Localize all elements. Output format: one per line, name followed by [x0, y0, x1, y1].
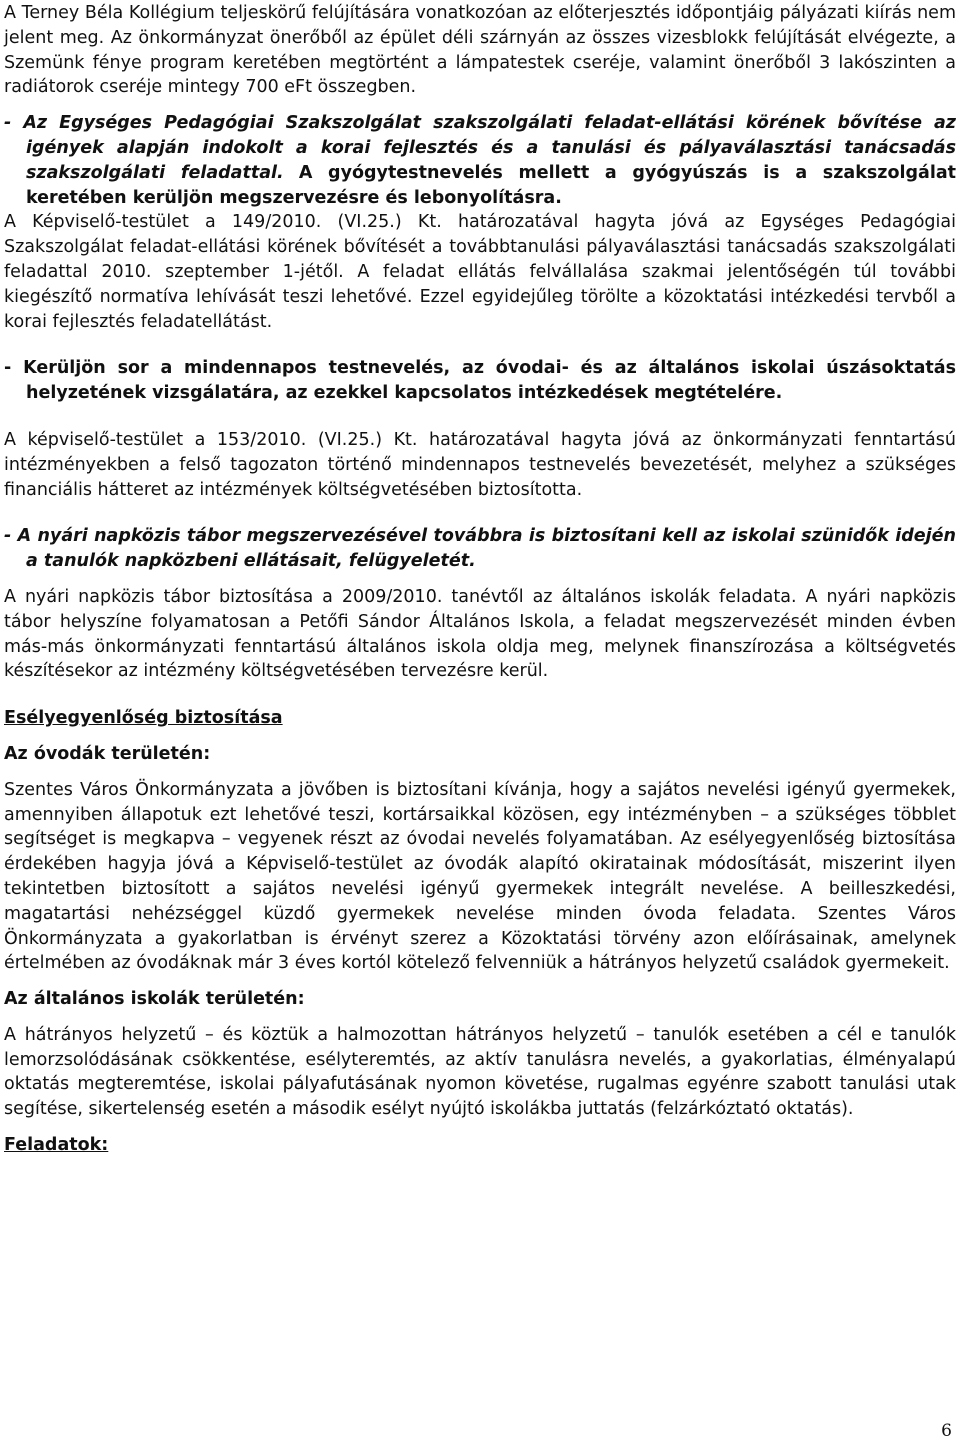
item2-title: - Kerüljön sor a mindennapos testnevelés, az óvodai- és az általános iskolai úszásoktatás helyzetének vizsgálatára, az ezekkel kapcsolatos intézkedések megtételére. — [4, 358, 956, 404]
tasks-heading: Feladatok: — [4, 1135, 109, 1156]
item1-title-text: - Az Egységes Pedagógiai Szakszolgálat szakszolgálati feladat-ellátási körének bővítése az igények alapján indokolt a korai fejlesztés és a tanulási és pályaválasztási tanácsadás szakszolgálati feladattal. — [4, 113, 956, 183]
item3-body: A nyári napközis tábor biztosítása a 2009/2010. tanévtől az általános iskolák feladata. A nyári napközis tábor helyszíne folyamatosan a Petőfi Sándor Általános Iskola, a feladat megszervezését minden évben más-más önkormányzati fenntartású általános iskola oldja meg, melynek finanszírozása a költségvetés készítésekor az intézmény költségvetésében tervezésre kerül. — [4, 586, 956, 682]
sub2-heading: Az általános iskolák területén: — [4, 989, 305, 1010]
item1-title — [4, 111, 956, 210]
item2-body: A képviselő-testület a 153/2010. (VI.25.) Kt. határozatával hagyta jóvá az önkormányzati fenntartású intézményekben a felső tagozaton történő mindennapos testnevelés bevezetését, melyhez a szükséges financiális hátteret az intézmények költségvetésében biztosította. — [4, 429, 956, 500]
sub1-body: Szentes Város Önkormányzata a jövőben is biztosítani kívánja, hogy a sajátos nevelési igényű gyermekek, amennyiben állapotuk ezt lehetővé teszi, kortársaikkal közösen, egy intézményben – a szükséges többlet segítséget is megkapva – vegyenek részt az óvodai nevelés folyamatában. Az esélyegyenlőség biztosítása érdekében hagyja jóvá a Képviselő-testület az óvodák alapító okiratainak módosítását, miszerint ilyen tekintetben biztosított a sajátos nevelési igényű gyermekek integrált nevelése. A beilleszkedési, magatartási nehézséggel küzdő gyermekek nevelése minden óvoda feladata. Szentes Város Önkormányzata a gyakorlatban is érvényt szerez a Közoktatási törvény azon előírásainak, amelynek értelmében az óvodáknak már 3 éves kortól kötelező felvenniük a hátrányos helyzetű családok gyermekeit. — [4, 779, 956, 974]
sub2-body: A hátrányos helyzetű – és köztük a halmozottan hátrányos helyzetű – tanulók esetében a cél e tanulók lemorzsolódásának csökkentése, esélyteremtés, az aktív tanulásra nevelés, a gyakorlatias, élményalapú oktatás megteremtése, iskolai pályafutásának nyomon követése, rugalmas egyénre szabott tanulási utak segítése, sikertelenség esetén a második esélyt nyújtó iskolákba juttatás (felzárkóztató oktatás). — [4, 1024, 956, 1120]
intro-paragraph: A Terney Béla Kollégium teljeskörű felújítására vonatkozóan az előterjesztés időpontjáig pályázati kiírás nem jelent meg. Az önkormányzat önerőből az épület déli szárnyán az összes vizesblokk felújítását elvégezte, a Szemünk fénye program keretében megtörtént a lámpatestek cseréje, valamint önerőből 3 lakószinten a radiátorok cseréje mintegy 700 eFt összegben. — [4, 3, 956, 98]
page-number: 6 — [941, 1421, 952, 1441]
section-heading: Esélyegyenlőség biztosítása — [4, 708, 283, 729]
item1-title-bold-text: A gyógytestnevelés mellett a gyógyúszás is a szakszolgálat keretében kerüljön megszervezésre és lebonyolításra. — [26, 162, 956, 208]
sub1-heading: Az óvodák területén: — [4, 743, 211, 764]
item3-title: - A nyári napközis tábor megszervezésével továbbra is biztosítani kell az iskolai szünidők idején a tanulók napközbeni ellátásait, felügyeletét. — [4, 526, 956, 572]
item1-body: A Képviselő-testület a 149/2010. (VI.25.) Kt. határozatával hagyta jóvá az Egységes Pedagógiai Szakszolgálat feladat-ellátási körének bővítését a továbbtanulási pályaválasztási tanácsadás szakszolgálati feladattal 2010. szeptember 1-jétől. A feladat ellátás felvállalása szakmai jelentőségén túl további kiegészítő normatíva lehívását teszi lehetővé. Ezzel egyidejűleg törölte a közoktatási intézkedési tervből a korai fejlesztés feladatellátást. — [4, 212, 956, 332]
